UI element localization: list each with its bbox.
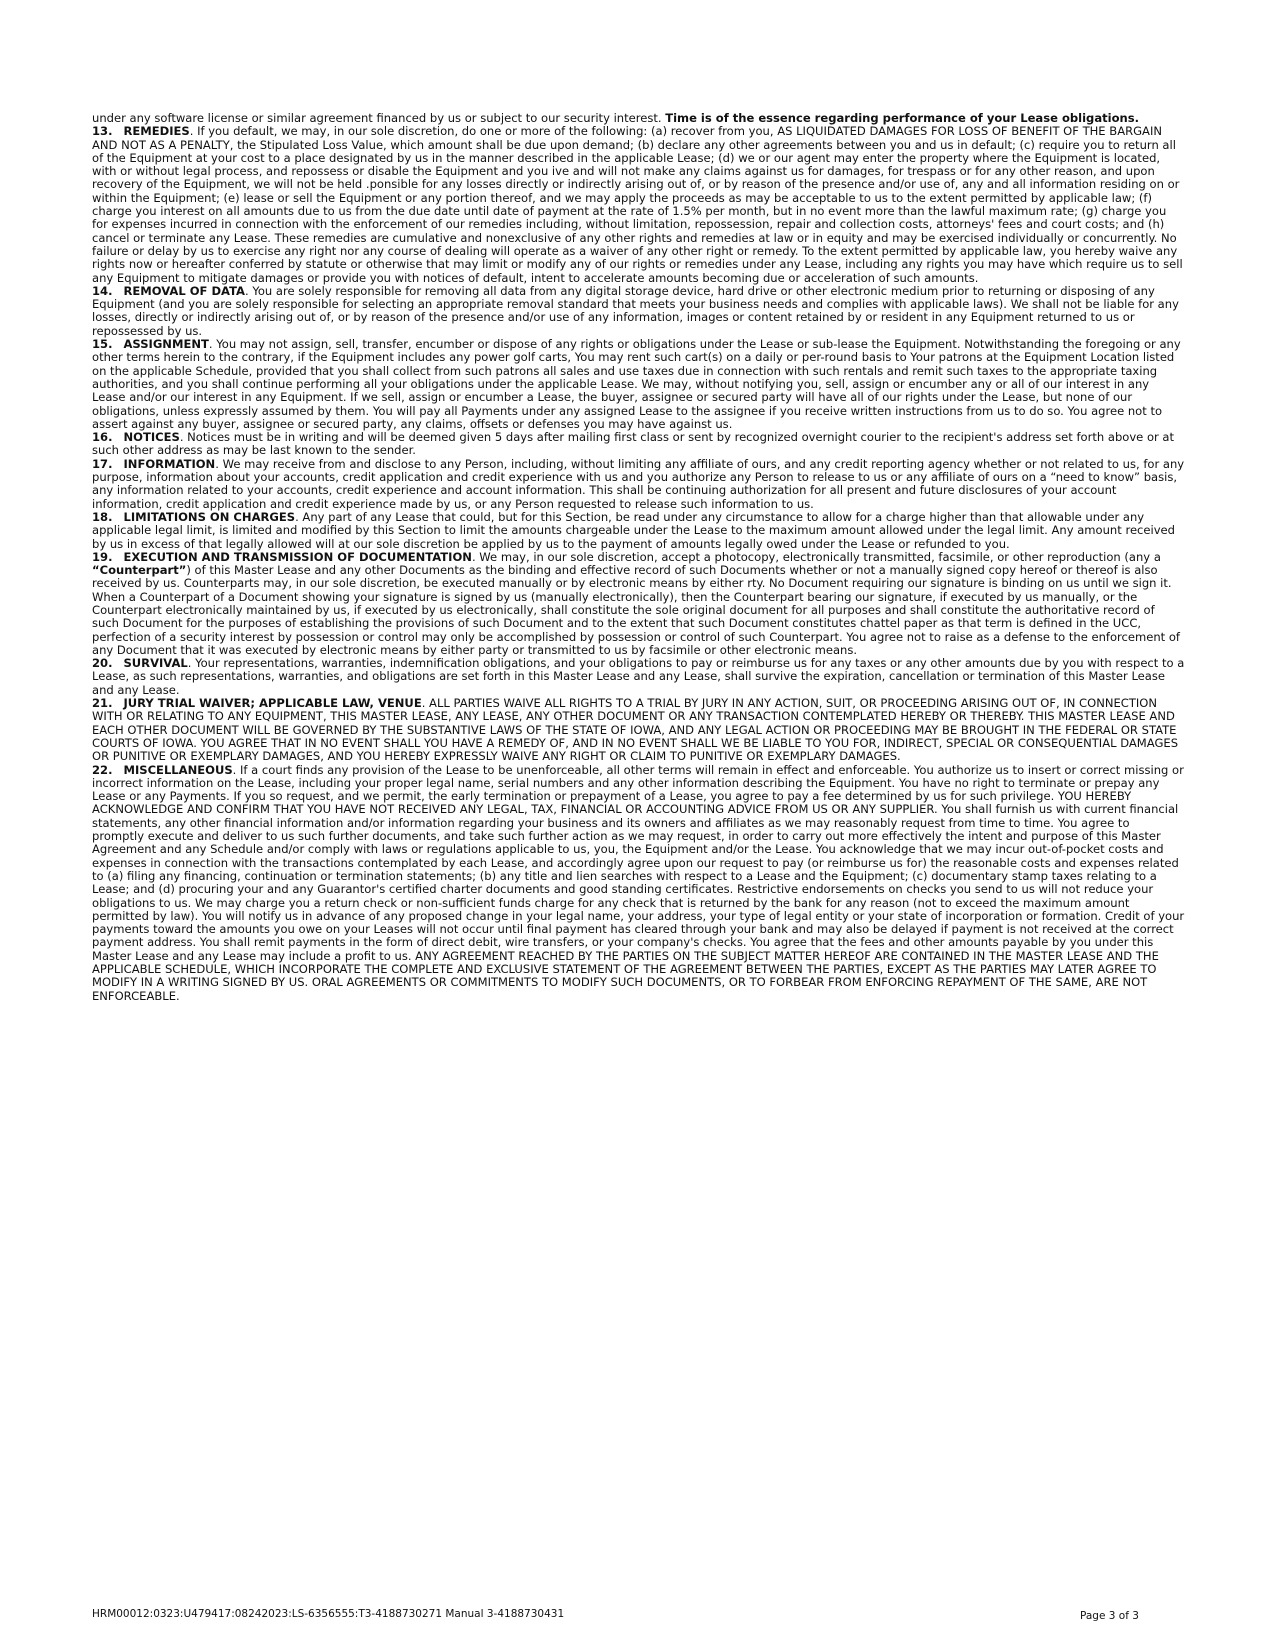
section-title: REMEDIES bbox=[123, 124, 190, 139]
section-19 bbox=[92, 551, 1185, 657]
document-reference-code: HRM00012:0323:U479417:08242023:LS-6356555:T3-4188730271 Manual 3-4188730431 bbox=[92, 1608, 565, 1620]
section-body: . You may not assign, sell, transfer, encumber or dispose of any rights or obligations under the Lease or sub-lease the Equipment. Notwithstanding the foregoing or any other terms herein to the contrary, if the Equipment includes any power golf carts, You may rent such cart(s) on a daily or per-round basis to Your patrons at the Equipment Location listed on the applicable Schedule, provided that you shall collect from such patrons all sales and use taxes due in connection with such rentals and remit such taxes to the appropriate taxing authorities, and you shall continue performing all your obligations under the applicable Lease. We may, without notifying you, sell, assign or encumber any or all of our interest in any Lease and/or our interest in any Equipment. If we sell, assign or encumber a Lease, the buyer, assignee or secured party will have all of our rights under the Lease, but none of our obligations, unless expressly assumed by them. You will pay all Payments under any assigned Lease to the assignee if you receive written instructions from us to do so. You agree not to assert against any buyer, assignee or secured party, any claims, offsets or defenses you may have against us. bbox=[92, 337, 1181, 431]
section-title: NOTICES bbox=[123, 430, 180, 445]
lease-document-body bbox=[92, 112, 1185, 1003]
section-20 bbox=[92, 657, 1185, 697]
section-number: 16. bbox=[92, 430, 113, 445]
section-number: 22. bbox=[92, 762, 113, 777]
section-title: LIMITATIONS ON CHARGES bbox=[123, 509, 296, 524]
section-21 bbox=[92, 697, 1185, 763]
section-body: . You are solely responsible for removing all data from any digital storage device, hard drive or other electronic medium prior to returning or disposing of any Equipment (and you are solely responsible for selecting an appropriate removal standard that meets your business needs and complies with applicable laws). We shall not be liable for any losses, directly or indirectly arising out of, or by reason of the presence and/or use of any information, images or content retained by or resident in any Equipment returned to us or repossessed by us. bbox=[92, 283, 1179, 338]
section-title: MISCELLANEOUS bbox=[123, 762, 233, 777]
section-number: 21. bbox=[92, 696, 113, 711]
section-body: . ALL PARTIES WAIVE ALL RIGHTS TO A TRIAL BY JURY IN ANY ACTION, SUIT, OR PROCEEDING ARISING OUT OF, IN CONNECTION WITH OR RELATING TO ANY EQUIPMENT, THIS MASTER LEASE, ANY LEASE, ANY OTHER DOCUMENT OR ANY TRANSACTION CONTEMPLATED HEREBY OR THEREBY. THIS MASTER LEASE AND EACH OTHER DOCUMENT WILL BE GOVERNED BY THE SUBSTANTIVE LAWS OF THE STATE OF IOWA, AND ANY LEGAL ACTION OR PROCEEDING MAY BE BROUGHT IN THE FEDERAL OR STATE COURTS OF IOWA. YOU AGREE THAT IN NO EVENT SHALL YOU HAVE A REMEDY OF, AND IN NO EVENT SHALL WE BE LIABLE TO YOU FOR, INDIRECT, SPECIAL OR CONSEQUENTIAL DAMAGES OR PUNITIVE OR EXEMPLARY DAMAGES, AND YOU HEREBY EXPRESSLY WAIVE ANY RIGHT OR CLAIM TO PUNITIVE OR EXEMPLARY DAMAGES. bbox=[92, 696, 1179, 764]
section-body: . If a court finds any provision of the Lease to be unenforceable, all other terms will remain in effect and enforceable. You authorize us to insert or correct missing or incorrect information on the Lease, including your proper legal name, serial numbers and any other information describing the Equipment. You have no right to terminate or prepay any Lease or any Payments. If you so request, and we permit, the early termination or prepayment of a Lease, you agree to pay a fee determined by us for such privilege. YOU HEREBY ACKNOWLEDGE AND CONFIRM THAT YOU HAVE NOT RECEIVED ANY LEGAL, TAX, FINANCIAL OR ACCOUNTING ADVICE FROM US OR ANY SUPPLIER. You shall furnish us with current financial statements, any other financial information and/or information regarding your business and its owners and affiliates as we may reasonably request from time to time. You agree to promptly execute and deliver to us such further documents, and take such further action as we may request, in order to carry out more effectively the intent and purpose of this Master Agreement and any Schedule and/or comply with laws or regulations applicable to us, you, the Equipment and/or the Lease. You acknowledge that we may incur out-of-pocket costs and expenses in connection with the transactions contemplated by each Lease, and accordingly agree upon our request to pay (or reimburse us for) the reasonable costs and expenses related to (a) filing any financing, continuation or termination statements; (b) any title and lien searches with respect to a Lease and the Equipment; (c) documentary stamp taxes relating to a Lease; and (d) procuring your and any Guarantor's certified charter documents and good standing certificates. Restrictive endorsements on checks you send to us will not reduce your obligations to us. We may charge you a return check or non-sufficient funds charge for any check that is returned by the bank for any reason (not to exceed the maximum amount permitted by law). You will notify us in advance of any proposed change in your legal name, your address, your type of legal entity or your state of incorporation or formation. Credit of your payments toward the amounts you owe on your Leases will not occur until final payment has cleared through your bank and may also be delayed if payment is not received at the correct payment address. You shall remit payments in the form of direct debit, wire transfers, or your company's checks. You agree that the fees and other amounts payable by you under this Master Lease and any Lease may include a profit to us. ANY AGREEMENT REACHED BY THE PARTIES ON THE SUBJECT MATTER HEREOF ARE CONTAINED IN THE MASTER LEASE AND THE APPLICABLE SCHEDULE, WHICH INCORPORATE THE COMPLETE AND EXCLUSIVE STATEMENT OF THE AGREEMENT BETWEEN THE PARTIES, EXCEPT AS THE PARTIES MAY LATER AGREE TO MODIFY IN A WRITING SIGNED BY US. ORAL AGREEMENTS OR COMMITMENTS TO MODIFY SUCH DOCUMENTS, OR TO FORBEAR FROM ENFORCING REPAYMENT OF THE SAME, ARE NOT ENFORCEABLE. bbox=[92, 762, 1185, 1003]
section-16 bbox=[92, 431, 1185, 458]
page-number: Page 3 of 3 bbox=[1080, 1610, 1139, 1622]
section-number: 15. bbox=[92, 337, 113, 352]
section-number: 17. bbox=[92, 456, 113, 471]
section-number: 20. bbox=[92, 656, 113, 671]
section-body: . Notices must be in writing and will be deemed given 5 days after mailing first class or sent by recognized overnight courier to the recipient's address set forth above or at such other address as may be last known to the sender. bbox=[92, 430, 1175, 458]
section-13 bbox=[92, 125, 1185, 285]
section-title: REMOVAL OF DATA bbox=[123, 283, 245, 298]
section-title: SURVIVAL bbox=[123, 656, 188, 671]
section-title: JURY TRIAL WAIVER; APPLICABLE LAW, VENUE bbox=[123, 696, 422, 711]
section-number: 18. bbox=[92, 509, 113, 524]
intro-text: under any software license or similar agreement financed by us or subject to our security interest. bbox=[92, 111, 666, 125]
section-body-pre: . We may, in our sole discretion, accept a photocopy, electronically transmitted, facsimile, or other reproduction (any a bbox=[471, 549, 1161, 564]
section-body: . If you default, we may, in our sole discretion, do one or more of the following: (a) recover from you, AS LIQUIDATED DAMAGES FOR LOSS OF BENEFIT OF THE BARGAIN AND NOT AS A PENALTY, the Stipulated Loss Value, which amount shall be due upon demand; (b) declare any other agreements between you and us in default; (c) require you to return all of the Equipment at your cost to a place designated by us in the manner described in the applicable Lease; (d) we or our agent may enter the property where the Equipment is located, with or without legal process, and repossess or disable the Equipment and you ive and will not make any claims against us for damages, for trespass or for any other reason, and upon recovery of the Equipment, we will not be held .ponsible for any losses directly or indirectly arising out of, or by reason of the presence and/or use of, any and all information residing on or within the Equipment; (e) lease or sell the Equipment or any portion thereof, and we may apply the proceeds as may be acceptable to us to the extent permitted by applicable law; (f) charge you interest on all amounts due to us from the due date until date of payment at the rate of 1.5% per month, but in no event more than the lawful maximum rate; (g) charge you for expenses incurred in connection with the enforcement of our remedies including, without limitation, repossession, repair and collection costs, attorneys' fees and court costs; and (h) cancel or terminate any Lease. These remedies are cumulative and nonexclusive of any other rights and remedies at law or in equity and may be exercised individually or concurrently. No failure or delay by us to exercise any right nor any course of dealing will operate as a waiver of any other right or remedy. To the extent permitted by applicable law, you hereby waive any rights now or hereafter conferred by statute or otherwise that may limit or modify any of our rights or remedies under any Lease, including any rights you may have which require us to sell any Equipment to mitigate damages or provide you with notices of default, intent to accelerate amounts becoming due or acceleration of such amounts. bbox=[92, 124, 1183, 285]
section-title: EXECUTION AND TRANSMISSION OF DOCUMENTATION bbox=[123, 549, 472, 564]
section-15 bbox=[92, 338, 1185, 431]
section-18 bbox=[92, 511, 1185, 551]
intro-bold-text: Time is of the essence regarding performance of your Lease obligations. bbox=[665, 111, 1140, 125]
section-number: 19. bbox=[92, 549, 113, 564]
section-body: . We may receive from and disclose to any Person, including, without limiting any affiliate of ours, and any credit reporting agency whether or not related to us, for any purpose, information about your accounts, credit application and credit experience with us and you authorize any Person to release to us or any affiliate of ours on a “need to know” basis, any information related to your accounts, credit experience and account information. This shall be continuing authorization for all present and future disclosures of your account information, credit application and credit experience made by us, or any Person requested to release such information to us. bbox=[92, 456, 1185, 511]
section-number: 13. bbox=[92, 124, 113, 139]
intro-paragraph bbox=[92, 112, 1185, 125]
section-22 bbox=[92, 764, 1185, 1003]
section-title: ASSIGNMENT bbox=[123, 337, 209, 352]
counterpart-term: “Counterpart” bbox=[92, 563, 187, 578]
section-title: INFORMATION bbox=[123, 456, 216, 471]
section-body: . Any part of any Lease that could, but for this Section, be read under any circumstance to allow for a charge higher than that allowable under any applicable legal limit, is limited and modified by this Section to limit the amounts chargeable under the Lease to the maximum amount allowed under the legal limit. Any amount received by us in excess of that legally allowed will at our sole discretion be applied by us to the payment of amounts legally owed under the Lease or refunded to you. bbox=[92, 509, 1175, 551]
section-number: 14. bbox=[92, 283, 113, 298]
section-14 bbox=[92, 285, 1185, 338]
section-body: ) of this Master Lease and any other Documents as the binding and effective record of such Documents whether or not a manually signed copy hereof or thereof is also received by us. Counterparts may, in our sole discretion, be executed manually or by electronic means by either rty. No Document requiring our signature is binding on us until we sign it. When a Counterpart of a Document showing your signature is signed by us (manually electronically), then the Counterpart bearing our signature, if executed by us manually, or the Counterpart electronically maintained by us, if executed by us electronically, shall constitute the sole original document for all purposes and shall constitute the authoritative record of such Document for the purposes of establishing the provisions of such Document and to the extent that such Document constitutes chattel paper as that term is defined in the UCC, perfection of a security interest by possession or control may only be accomplished by possession or control of such Counterpart. You agree not to raise as a defense to the enforcement of any Document that it was executed by electronic means by either party or transmitted to us by facsimile or other electronic means. bbox=[92, 563, 1180, 657]
section-body: . Your representations, warranties, indemnification obligations, and your obligations to pay or reimburse us for any taxes or any other amounts due by you with respect to a Lease, as such representations, warranties, and obligations are set forth in this Master Lease and any Lease, shall survive the expiration, cancellation or termination of this Master Lease and any Lease. bbox=[92, 656, 1185, 697]
section-17 bbox=[92, 458, 1185, 511]
